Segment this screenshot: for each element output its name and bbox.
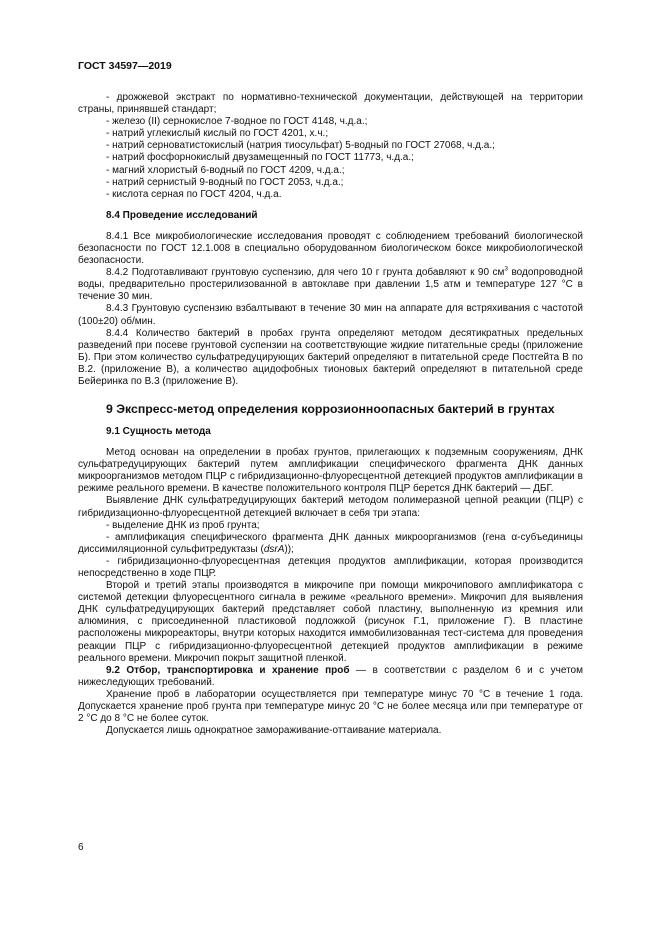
section-9-2-heading: 9.2 Отбор, транспортировка и хранение проб bbox=[106, 664, 350, 676]
paragraph: Выявление ДНК сульфатредуцирующих бактерий методом полимеразной цепной реакции (ПЦР) с гибридизационно-флуоресцентной детекцией включает в себя три этапа: bbox=[78, 495, 583, 519]
list-item: - натрий углекислый кислый по ГОСТ 4201, х.ч.; bbox=[106, 128, 329, 140]
list-item: - выделение ДНК из проб грунта; bbox=[106, 519, 260, 531]
paragraph-8-4-2-end: водопроводной воды, предварительно простерилизованной в автоклаве при давлении 1,5 атм и температуре 127 °С в течение 30 мин. bbox=[78, 267, 583, 303]
list-item: - натрий серноватистокислый (натрия тиосульфат) 5-водный по ГОСТ 27068, ч.д.а.; bbox=[106, 140, 495, 152]
paragraph-8-4-3: 8.4.3 Грунтовую суспензию взбалтывают в течение 30 мин на аппарате для встряхивания с частотой (100±20) об/мин. bbox=[78, 303, 583, 327]
paragraph: Допускается лишь однократное замораживание-оттаивание материала. bbox=[106, 725, 442, 737]
paragraph-8-4-2 bbox=[78, 267, 583, 303]
paragraph-9-2 bbox=[78, 665, 583, 689]
list-item: - гибридизационно-флуоресцентная детекция продуктов амплификации, которая производится непосредственно в ходе ПЦР. bbox=[78, 555, 583, 579]
list-item: - натрий сернистый 9-водный по ГОСТ 2053, ч.д.а.; bbox=[106, 176, 344, 188]
list-item bbox=[78, 532, 583, 556]
section-8-4-heading: 8.4 Проведение исследований bbox=[106, 209, 258, 221]
paragraph-8-4-1: 8.4.1 Все микробиологические исследования проводят с соблюдением требований биологической безопасности по ГОСТ 12.1.008 в специально оборудованном биологическом боксе микробиологической безопасности. bbox=[78, 230, 583, 267]
page-number: 6 bbox=[78, 842, 84, 853]
section-9-1-heading: 9.1 Сущность метода bbox=[106, 426, 211, 438]
gene-name: dsrA bbox=[263, 543, 285, 555]
list-item-end: )); bbox=[284, 543, 294, 555]
section-9-heading: 9 Экспресс-метод определения коррозионноопасных бактерий в грунтах bbox=[106, 402, 555, 417]
section-9-2-text: — в соответствии с разделом 6 и с учетом нижеследующих требований. bbox=[78, 664, 583, 688]
superscript: 3 bbox=[504, 265, 509, 273]
list-item: - магний хлористый 6-водный по ГОСТ 4209, ч.д.а.; bbox=[106, 164, 345, 176]
paragraph: Хранение проб в лаборатории осуществляется при температуре минус 70 °С в течение 1 года. Допускается хранение проб грунта при температуре минус 20 °С не более месяца или при температуре от 2 °С до 8 °С не более суток. bbox=[78, 688, 583, 725]
list-item: - железо (II) сернокислое 7-водное по ГОСТ 4148, ч.д.а.; bbox=[106, 116, 368, 128]
list-item: - дрожжевой экстракт по нормативно-технической документации, действующей на территории страны, принявшей стандарт; bbox=[78, 92, 583, 116]
paragraph: Метод основан на определении в пробах грунтов, прилегающих к подземным сооружениям, ДНК сульфатредуцирующих бактерий путем амплификации специфического фрагмента ДНК данных микроорганизмов методом ПЦР с гибридизационно-флуоресцентной детекцией продуктов амплификации в режиме реального времени. В качестве положительного контроля ПЦР берется ДНК бактерий — ДБГ. bbox=[78, 447, 583, 495]
paragraph-8-4-2-start: 8.4.2 Подготавливают грунтовую суспензию, для чего 10 г грунта добавляют к 90 см bbox=[106, 267, 505, 279]
document-body bbox=[78, 92, 583, 737]
list-item: - кислота серная по ГОСТ 4204, ч.д.а. bbox=[106, 188, 282, 200]
paragraph: Второй и третий этапы производятся в микрочипе при помощи микрочипового амплификатора с системой детекции флуоресцентного сигнала в режиме «реального времени». Микрочип для выявления ДНК сульфатредуцирующих бактерий представляет собой пластину, выполненную из кремния или алюминия, с присоединенной пластиковой подложкой (рисунок Г.1, приложение Г). В пластине расположены микрореакторы, внутри которых находится иммобилизованная тест-система для проведения реакции ПЦР с гибридизационно-флуоресцентной детекцией продуктов амплификации в режиме реального времени. Микрочип покрыт защитной пленкой. bbox=[78, 580, 583, 664]
document-header: ГОСТ 34597—2019 bbox=[78, 60, 172, 72]
paragraph-8-4-4: 8.4.4 Количество бактерий в пробах грунта определяют методом десятикратных предельных разведений при посеве грунтовой суспензии на соответствующие жидкие питательные среды (приложение Б). При этом количество сульфатредуцирующих бактерий определяют в питательной среде Постгейта В по В.2. (приложение В), а количество ацидофобных тионовых бактерий определяют в питательной среде Бейеринка по В.3 (приложение В). bbox=[78, 327, 583, 387]
list-item-start: - амплификация специфического фрагмента ДНК данных микроорганизмов (гена α-субъединицы диссимиляционной сульфитредуктазы ( bbox=[78, 531, 583, 555]
list-item: - натрий фосфорнокислый двузамещенный по ГОСТ 11773, ч.д.а.; bbox=[106, 152, 414, 164]
